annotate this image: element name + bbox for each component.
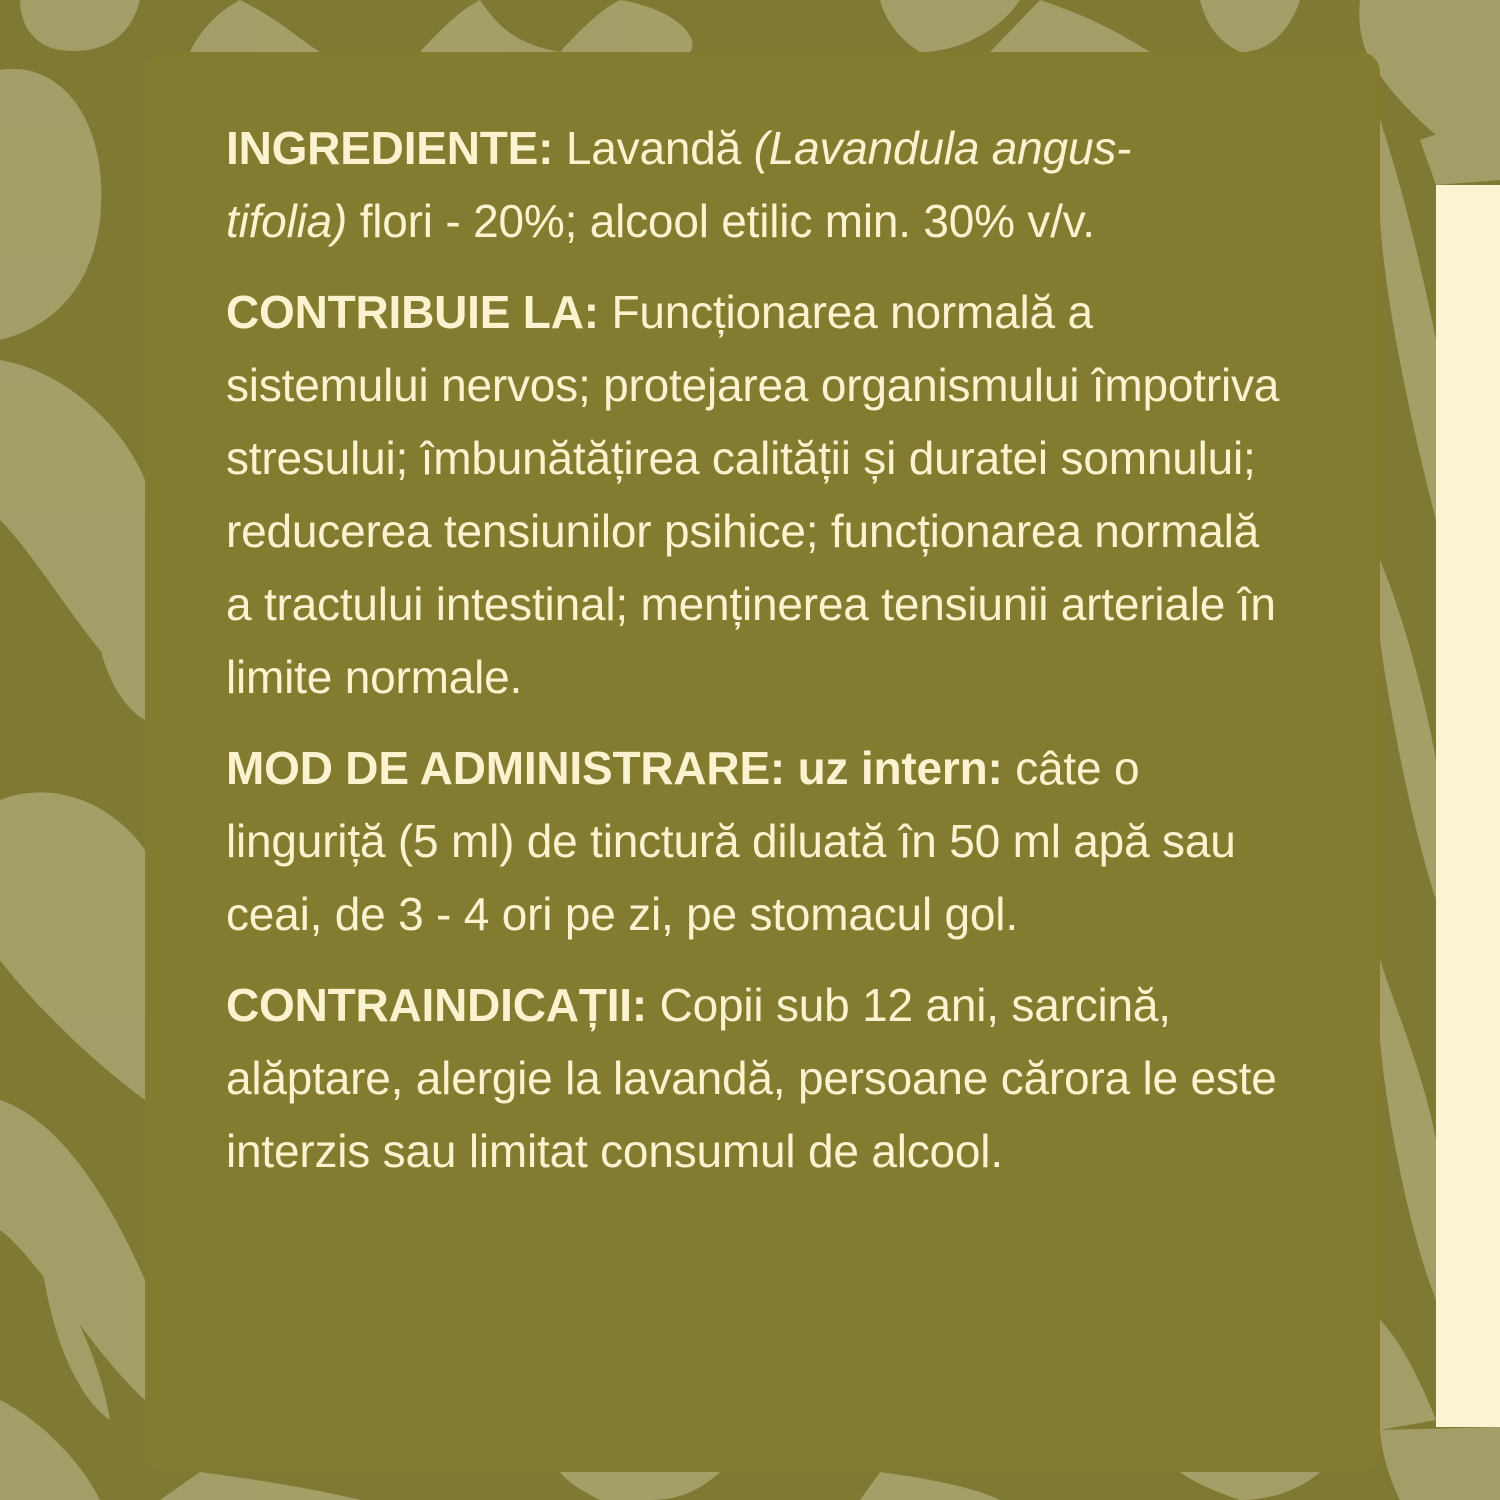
leaf-shape: [1380, 120, 1436, 520]
leaf-shape: [560, 1472, 720, 1500]
administration-text: câte o linguriță (5 ml) de tinctură diluată în 50 ml apă sau ceai, de 3 - 4 ori pe zi, pe stomacul gol.: [226, 742, 1236, 940]
product-info-text: [226, 112, 1286, 1206]
leaf-shape: [420, 0, 560, 52]
leaf-shape: [1380, 1320, 1436, 1430]
leaf-shape: [160, 1472, 360, 1500]
leaf-shape: [1380, 1427, 1500, 1500]
leaf-shape: [20, 0, 140, 51]
leaf-shape: [190, 0, 320, 52]
ingredients-text-before: Lavandă: [565, 122, 741, 174]
contributes-text: Funcționarea normală a sistemului nervos; protejarea organismului împotriva stresului; îmbunătățirea calității și duratei somnului; reducerea tensiunilor psihice; funcționarea normală a tractului intestinal; menținerea tensiunii arteriale în limite normale.: [226, 286, 1280, 703]
contributes-label: CONTRIBUIE LA:: [226, 286, 599, 338]
leaf-shape: [1380, 960, 1436, 1300]
leaf-shape: [1380, 560, 1436, 900]
cream-side-strip: [1436, 185, 1500, 1427]
contraindications-paragraph: [226, 969, 1286, 1188]
ingredients-latin-name-line2: tifolia): [226, 195, 348, 247]
ingredients-latin-name-line1: (Lavandula angus-: [753, 122, 1132, 174]
ingredients-label: INGREDIENTE:: [226, 122, 554, 174]
administration-sublabel: uz intern:: [797, 742, 1003, 794]
leaf-shape: [0, 1400, 100, 1500]
ingredients-paragraph: [226, 112, 1286, 258]
ingredients-text-after: flori - 20%; alcool etilic min. 30% v/v.: [359, 195, 1095, 247]
leaf-shape: [0, 69, 101, 340]
leaf-shape: [560, 0, 692, 52]
leaf-shape: [1180, 1472, 1320, 1500]
administration-paragraph: [226, 732, 1286, 951]
leaf-shape: [1200, 0, 1300, 52]
contraindications-label: CONTRAINDICAȚII:: [226, 979, 647, 1031]
leaf-shape: [0, 792, 145, 1100]
contributes-paragraph: [226, 276, 1286, 714]
leaf-shape: [860, 1472, 1000, 1500]
administration-label: MOD DE ADMINISTRARE:: [226, 742, 786, 794]
contraindications-text: Copii sub 12 ani, sarcină, alăptare, alergie la lavandă, persoane cărora le este interzis sau limitat consumul de alcool.: [226, 979, 1277, 1177]
